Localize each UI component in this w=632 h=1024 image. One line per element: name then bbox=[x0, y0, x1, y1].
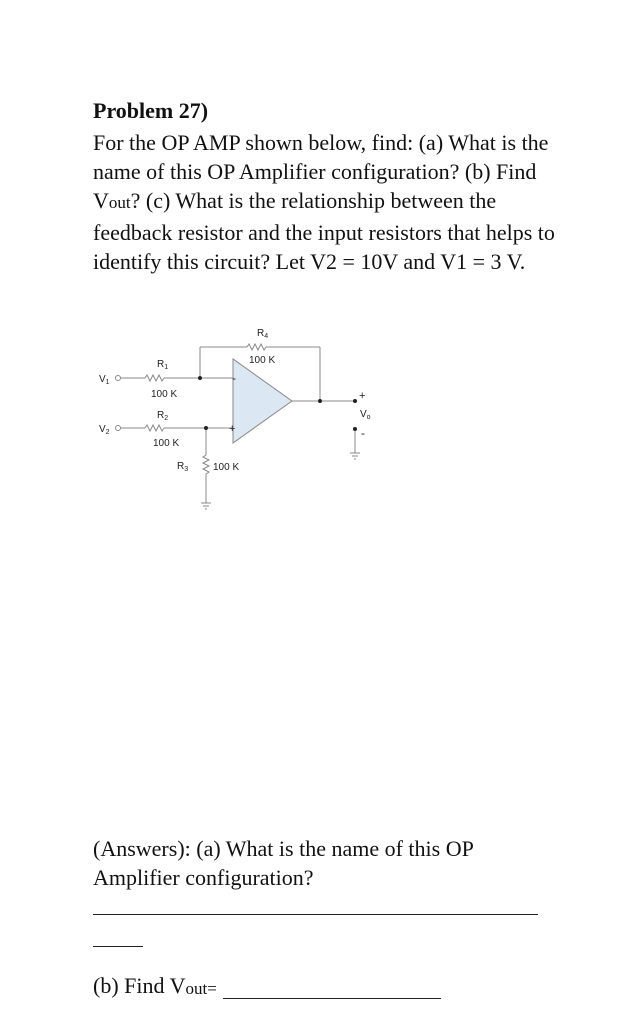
r4-label: $R_4$ bbox=[257, 328, 269, 340]
answer-a-question: (Answers): (a) What is the name of this OP Amplifier configuration? bbox=[93, 836, 474, 890]
junction-dot bbox=[198, 376, 202, 380]
problem-statement bbox=[93, 128, 573, 276]
answer-b-out-subscript: out bbox=[185, 979, 208, 998]
r1-resistor-symbol bbox=[145, 375, 164, 381]
noninverting-input-sign: + bbox=[229, 423, 236, 435]
problem-text-part2: ? (c) What is the relationship between the feedback resistor and the input resistors that helps to identify this circuit? Let V2 = 10V and V1 = 3 V. bbox=[93, 188, 555, 274]
answer-b-equals: = bbox=[207, 979, 217, 998]
r2-label: $R_2$ bbox=[157, 410, 169, 422]
op-amp-triangle bbox=[233, 359, 292, 443]
v1-label: $V_1$ bbox=[99, 374, 110, 386]
v2-terminal bbox=[116, 426, 121, 431]
output-plus-sign: + bbox=[359, 390, 366, 402]
problem-title: Problem 27) bbox=[93, 98, 209, 123]
v1-terminal bbox=[116, 376, 121, 381]
answer-a-blank-line-continued[interactable] bbox=[93, 946, 143, 947]
op-amp-circuit-diagram bbox=[85, 315, 385, 515]
output-minus-sign: - bbox=[361, 426, 365, 440]
r4-resistor-symbol bbox=[247, 344, 266, 350]
output-dot bbox=[353, 427, 357, 431]
vout-subscript: out bbox=[108, 193, 131, 213]
answer-a-blank-line[interactable] bbox=[93, 914, 538, 915]
problem-text-part1: For the OP AMP shown below, find: (a) What is the name of this OP Amplifier configuration? (b) Find V bbox=[93, 130, 549, 214]
answer-b-blank-line[interactable] bbox=[223, 978, 441, 999]
vo-label: $V_o$ bbox=[360, 409, 371, 421]
r1-label: $R_1$ bbox=[157, 359, 169, 371]
output-dot bbox=[353, 399, 357, 403]
answer-b-prefix: (b) Find V bbox=[93, 973, 186, 998]
junction-dot bbox=[204, 426, 208, 430]
r2-value: 100 K bbox=[153, 438, 180, 449]
v2-label: $V_2$ bbox=[99, 424, 110, 436]
inverting-input-sign: - bbox=[232, 371, 236, 385]
answer-b-row bbox=[93, 973, 441, 999]
r3-resistor-symbol bbox=[203, 455, 209, 474]
r2-resistor-symbol bbox=[145, 425, 164, 431]
r3-value: 100 K bbox=[213, 462, 240, 473]
r1-value: 100 K bbox=[151, 389, 178, 400]
junction-dot bbox=[318, 399, 322, 403]
r4-value: 100 K bbox=[249, 355, 276, 366]
r3-label: $R_3$ bbox=[177, 461, 189, 473]
